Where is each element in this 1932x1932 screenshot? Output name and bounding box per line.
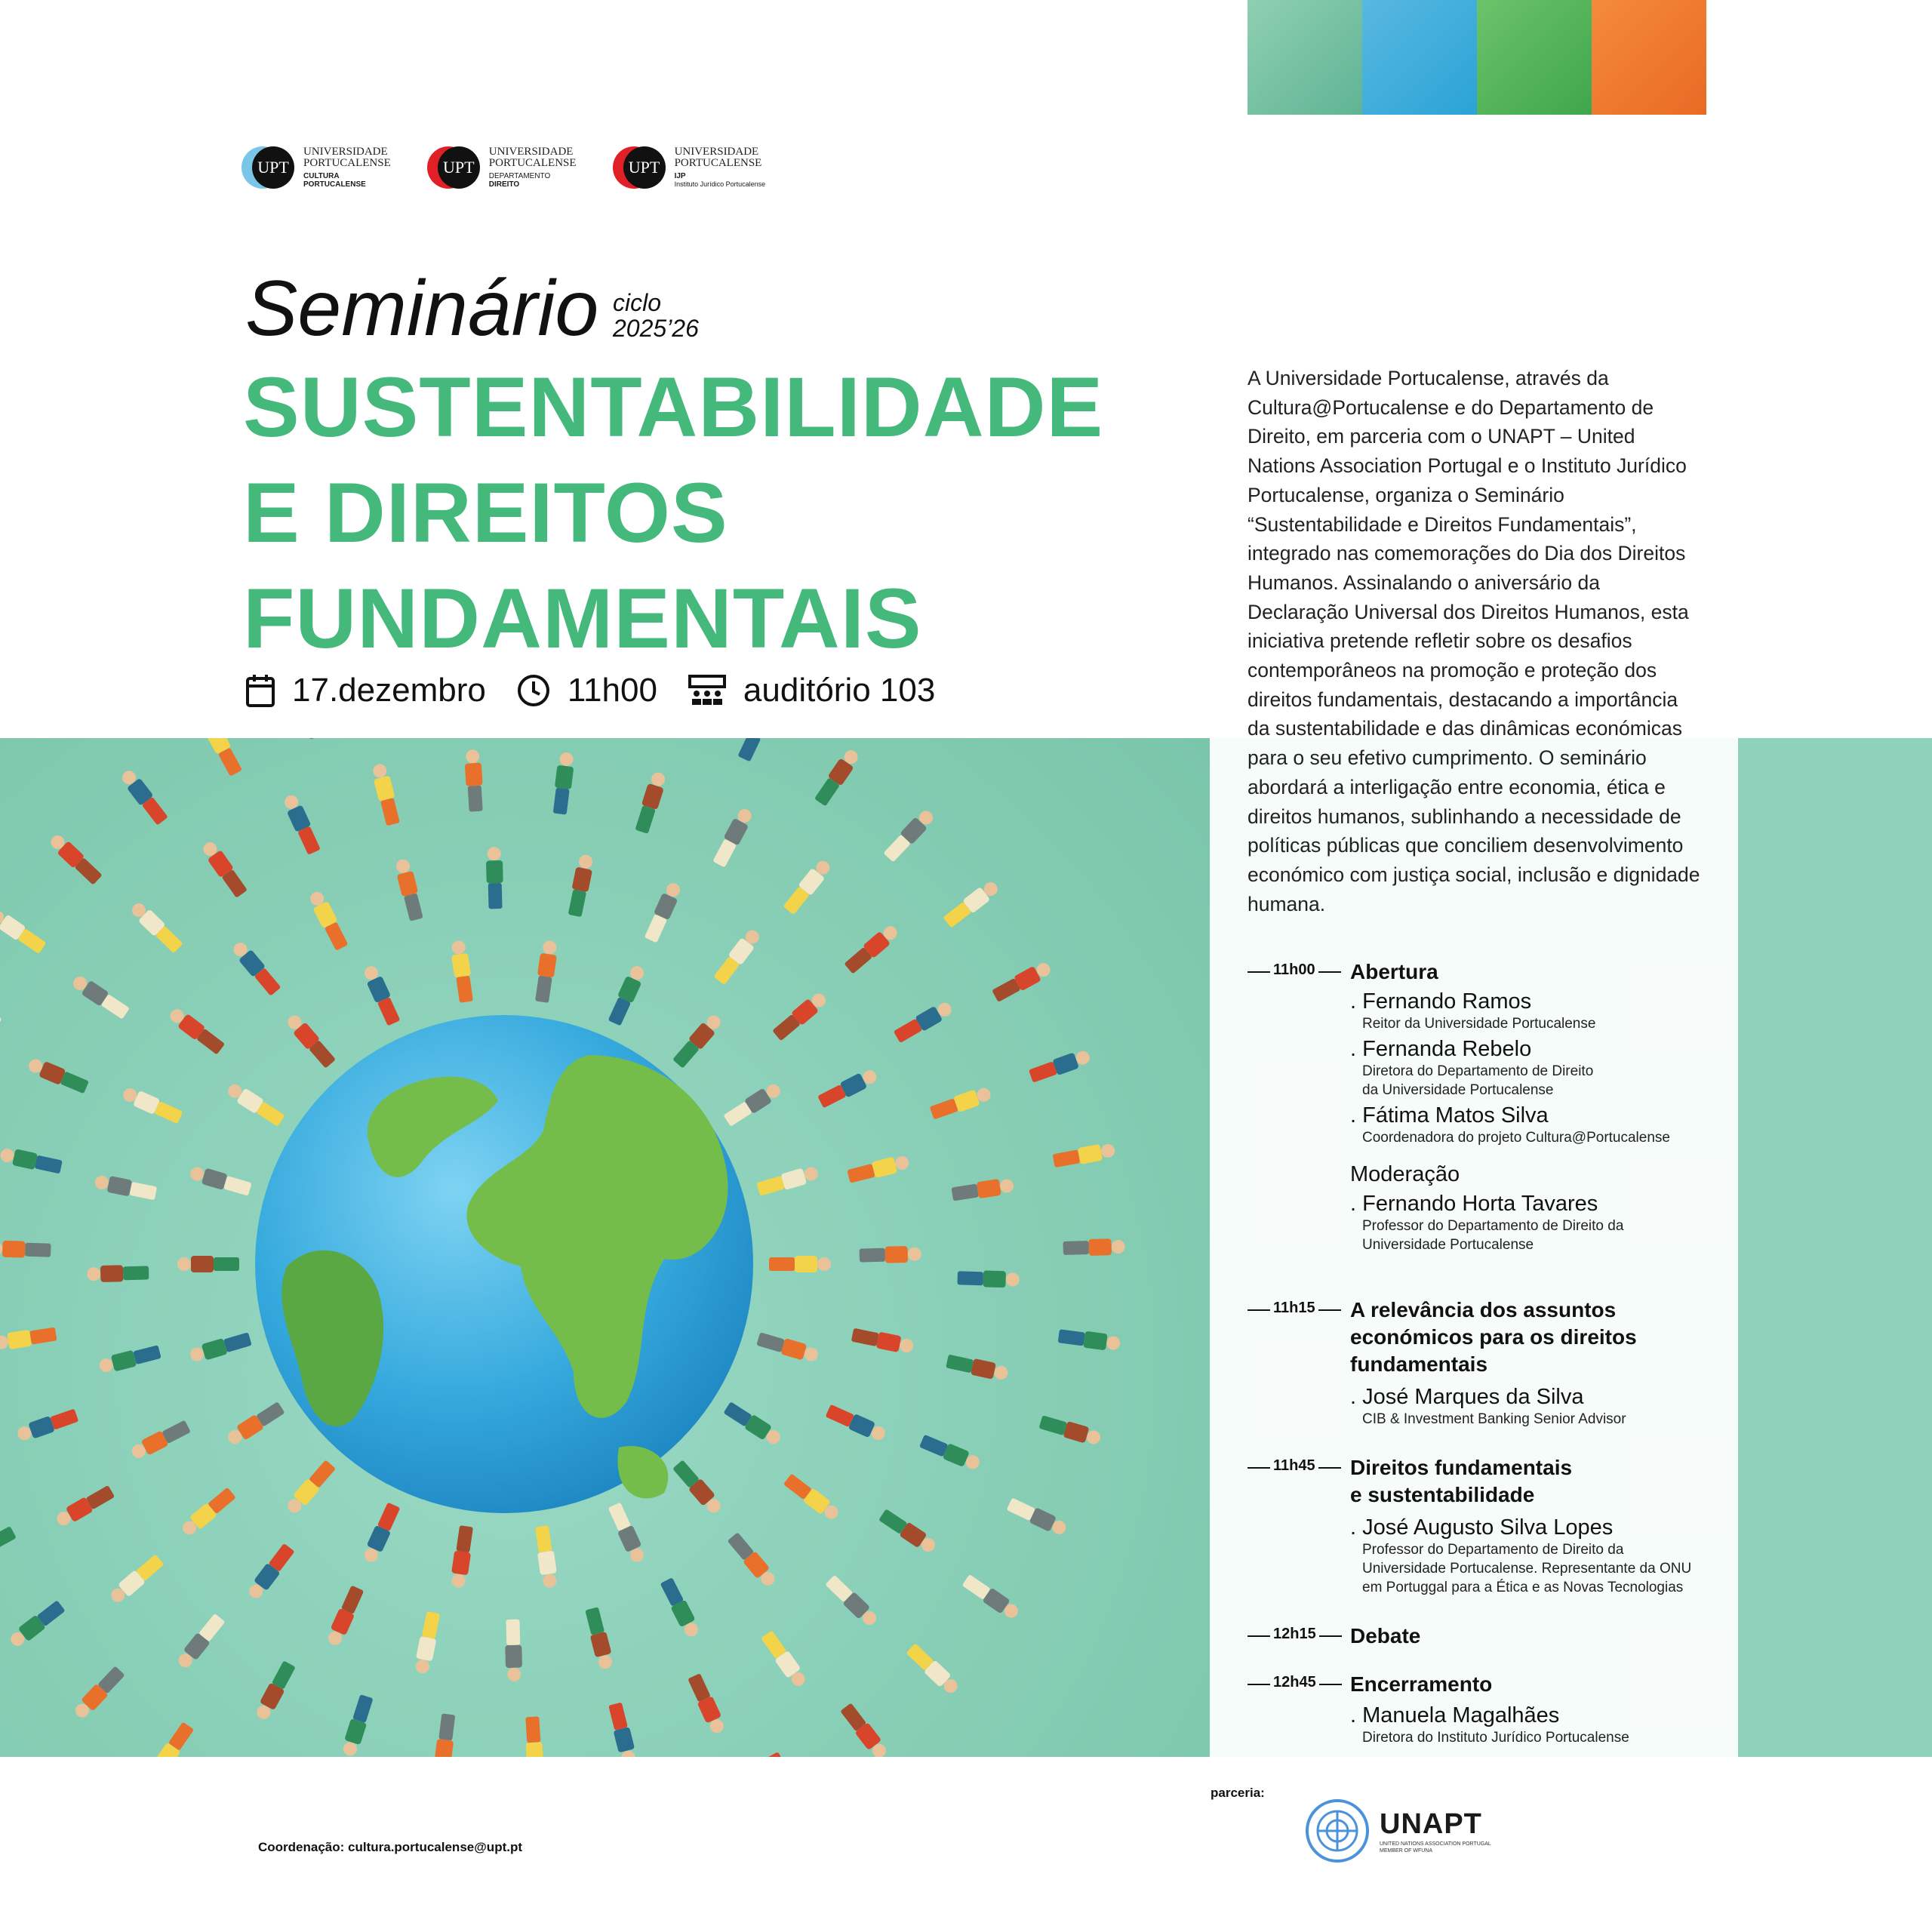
figurine bbox=[449, 1525, 474, 1589]
figurine bbox=[534, 940, 558, 1003]
figurine bbox=[771, 989, 829, 1042]
figurine bbox=[607, 1502, 648, 1565]
figurine bbox=[284, 1012, 337, 1069]
event-kicker: Seminário bbox=[245, 265, 599, 352]
logo-row bbox=[242, 145, 765, 190]
strip-tile-orange bbox=[1592, 0, 1706, 115]
speaker-name: . Fernando Horta Tavares bbox=[1350, 1192, 1598, 1216]
speaker-name: . Fátima Matos Silva bbox=[1350, 1103, 1549, 1128]
figurine bbox=[177, 1256, 239, 1272]
upt-logo-icon: UPT bbox=[242, 145, 296, 190]
figurine bbox=[167, 1005, 226, 1056]
speaker-role: Professor do Departamento de Direito da bbox=[1362, 1542, 1624, 1558]
figurine bbox=[47, 832, 103, 886]
strip-tile-green bbox=[1477, 0, 1592, 115]
figurine bbox=[1038, 1414, 1103, 1447]
speaker-role: Professor do Departamento de Direito da bbox=[1362, 1218, 1624, 1234]
figurine bbox=[851, 1327, 915, 1355]
figurine bbox=[961, 1573, 1021, 1621]
figurine bbox=[1028, 1048, 1092, 1084]
strip-tile-mint bbox=[1247, 0, 1362, 115]
speaker-role: em Portuggal para a Ética e as Novas Tecnologias bbox=[1362, 1580, 1684, 1595]
strip-tile-blue bbox=[1362, 0, 1477, 115]
figurine bbox=[722, 1081, 783, 1128]
logo-line2: PORTUCALENSE bbox=[488, 157, 577, 169]
figurine bbox=[281, 792, 321, 856]
scales-logo-icon: UPT bbox=[613, 145, 667, 190]
figurine bbox=[813, 747, 861, 808]
figurine bbox=[946, 1353, 1010, 1383]
figurine bbox=[712, 927, 763, 986]
logo-line2: PORTUCALENSE bbox=[674, 157, 762, 169]
event-time: 11h00 bbox=[567, 672, 657, 709]
title-line: E DIREITOS bbox=[243, 466, 728, 560]
auditorium-icon bbox=[688, 674, 727, 707]
slot-time: 11h45 bbox=[1247, 1457, 1341, 1475]
figurine bbox=[0, 906, 48, 955]
figurine bbox=[15, 1407, 79, 1444]
figurine bbox=[860, 1246, 922, 1264]
figurine bbox=[464, 749, 485, 812]
figurine bbox=[54, 1484, 115, 1529]
speaker-name: . Fernanda Rebelo bbox=[1350, 1037, 1532, 1061]
programme-slot bbox=[1247, 1297, 1730, 1429]
figurine bbox=[225, 1400, 286, 1447]
figurine bbox=[72, 1665, 126, 1721]
speaker-role: Diretora do Instituto Jurídico Portucalense bbox=[1362, 1730, 1629, 1746]
slot-title: A relevância dos assuntos bbox=[1350, 1298, 1617, 1321]
figurine bbox=[991, 959, 1054, 1004]
slot-time: 12h45 bbox=[1247, 1674, 1342, 1691]
figurine bbox=[129, 1419, 192, 1462]
logo-line1: UNIVERSIDADE bbox=[488, 146, 574, 158]
figurine bbox=[0, 1326, 57, 1352]
logo-cultura bbox=[242, 145, 391, 190]
figurine bbox=[847, 1153, 911, 1185]
figurine bbox=[905, 1642, 961, 1697]
speaker-role: Reitor da Universidade Portucalense bbox=[1362, 1016, 1596, 1032]
figurine bbox=[325, 1585, 365, 1648]
figurine bbox=[199, 838, 248, 899]
description: A Universidade Portucalense, através da Cultura@Portucalense e do Departamento de Direito, em parceria com o UNAPT – United Nations Association Portugal e o Instituto Jurídico Portucalense, organiza o Seminário “Sustentabilidade e Direitos Fundamentais”, integrado nas comemorações do Dia dos Direitos Humanos. Assinalando o aniversário da Declaração Universal dos Direitos Humanos, esta iniciativa pretende refletir sobre os desafios contemporâneos na promoção e proteção dos direitos fundamentais, destacando a importância da sustentabilidade e das dinâmicas económicas para o seu efetivo cumprimento. O seminário abordará a interligação entre economia, ética e direitos humanos, sublinhando a necessidade de políticas públicas que conciliem desenvolvimento económico com justiça social, inclusão e dignidade humana. bbox=[1247, 367, 1700, 915]
logo-sub2: PORTUCALENSE bbox=[303, 180, 366, 189]
figurine bbox=[843, 922, 901, 975]
event-info-row bbox=[245, 672, 935, 709]
figurine bbox=[449, 940, 474, 1003]
top-color-strip bbox=[1247, 0, 1706, 115]
title-line: FUNDAMENTAIS bbox=[243, 571, 922, 666]
figurine bbox=[607, 1702, 638, 1757]
slot-title: e sustentabilidade bbox=[1350, 1483, 1535, 1506]
slot-time: 11h00 bbox=[1247, 961, 1341, 979]
globe-with-figures-image bbox=[0, 738, 1210, 1757]
logo-line1: UNIVERSIDADE bbox=[674, 146, 759, 158]
figurine bbox=[120, 1084, 183, 1125]
figurine bbox=[726, 1531, 779, 1589]
slot-title: económicos para os direitos bbox=[1350, 1325, 1637, 1349]
partner-sub: UNITED NATIONS ASSOCIATION PORTUGAL bbox=[1380, 1841, 1491, 1847]
figurine bbox=[1052, 1141, 1116, 1169]
speaker-name: . Fernando Ramos bbox=[1350, 989, 1532, 1014]
logo-ijp bbox=[613, 145, 766, 190]
figurine bbox=[179, 1486, 237, 1539]
clock-icon bbox=[516, 673, 551, 708]
cycle-line1: ciclo bbox=[613, 289, 662, 316]
slot-title: Debate bbox=[1350, 1624, 1421, 1647]
figurine bbox=[756, 1331, 820, 1364]
globe-illustration bbox=[0, 738, 1210, 1757]
calendar-icon bbox=[245, 672, 275, 709]
slot-time: 11h15 bbox=[1247, 1300, 1341, 1317]
figurine bbox=[504, 1620, 522, 1682]
figurine bbox=[524, 1716, 544, 1757]
figurine bbox=[769, 1256, 831, 1272]
figurine bbox=[957, 1269, 1020, 1287]
figurine bbox=[188, 1331, 252, 1364]
figurine bbox=[782, 857, 834, 916]
figurine bbox=[0, 990, 2, 1032]
speaker-role: Universidade Portucalense bbox=[1362, 1237, 1534, 1253]
figurine bbox=[659, 1577, 702, 1639]
figurine bbox=[361, 1502, 401, 1565]
figurine bbox=[893, 999, 955, 1044]
upt-logo-icon: UPT bbox=[427, 145, 481, 190]
partner-sub: MEMBER OF WFUNA bbox=[1380, 1847, 1432, 1854]
logo-sub1: IJP bbox=[674, 172, 686, 180]
figurine bbox=[0, 1146, 63, 1175]
figurine bbox=[94, 1173, 158, 1201]
figurine bbox=[26, 1056, 90, 1095]
event-cycle bbox=[613, 290, 699, 341]
figurine bbox=[118, 767, 169, 826]
figurine bbox=[634, 771, 669, 835]
figurine bbox=[942, 878, 1001, 929]
figurine bbox=[918, 1433, 982, 1472]
figurine bbox=[824, 1574, 880, 1629]
figurine bbox=[229, 939, 282, 997]
figurine bbox=[672, 1459, 724, 1516]
speaker-role: da Universidade Portucalense bbox=[1362, 1082, 1554, 1098]
figurine bbox=[1006, 1497, 1069, 1538]
figurine bbox=[764, 1751, 809, 1757]
speaker-name: . José Marques da Silva bbox=[1350, 1385, 1584, 1409]
figurine bbox=[146, 1721, 195, 1757]
slot-title: Direitos fundamentais bbox=[1350, 1456, 1573, 1479]
figurine bbox=[711, 806, 755, 869]
figurine bbox=[759, 1629, 808, 1690]
slot-title: fundamentais bbox=[1350, 1352, 1488, 1376]
title-line: SUSTENTABILIDADE bbox=[243, 360, 1104, 454]
figurine bbox=[413, 1611, 441, 1675]
figurine bbox=[174, 1613, 226, 1672]
figurine bbox=[1057, 1327, 1121, 1352]
figurine bbox=[361, 964, 401, 1027]
event-date: 17.dezembro bbox=[292, 672, 486, 709]
coordination-contact: Coordenação: cultura.portucalense@upt.pt bbox=[258, 1840, 523, 1854]
speaker-role: Universidade Portucalense. Representante da ONU bbox=[1362, 1561, 1692, 1577]
figurine bbox=[607, 964, 648, 1027]
figurine bbox=[929, 1084, 993, 1121]
figurine bbox=[393, 857, 425, 921]
programme bbox=[1247, 958, 1730, 1747]
figurine bbox=[878, 1508, 939, 1556]
figurine bbox=[225, 1081, 286, 1128]
figurine bbox=[69, 973, 131, 1021]
figurine bbox=[686, 1672, 727, 1736]
logo-sub1: DEPARTAMENTO bbox=[488, 172, 551, 180]
event-title bbox=[243, 355, 1103, 672]
figurine bbox=[188, 1164, 252, 1197]
figurine bbox=[951, 1177, 1014, 1202]
speaker-name: . Manuela Magalhães bbox=[1350, 1703, 1560, 1727]
figurine bbox=[737, 738, 778, 762]
logo-sub1: CULTURA bbox=[303, 172, 340, 180]
unapt-logo bbox=[1304, 1798, 1491, 1864]
figurine bbox=[199, 738, 244, 777]
figurine bbox=[7, 1599, 66, 1650]
slot-title: Encerramento bbox=[1350, 1672, 1493, 1696]
figurine bbox=[253, 1660, 297, 1722]
figurine bbox=[486, 847, 504, 909]
un-emblem-icon bbox=[1304, 1798, 1371, 1864]
speaker-role: CIB & Investment Banking Senior Advisor bbox=[1362, 1411, 1626, 1427]
figurine bbox=[97, 1343, 162, 1375]
figurine bbox=[1063, 1238, 1125, 1257]
figurine bbox=[245, 1543, 296, 1602]
figurine bbox=[288, 738, 324, 740]
cycle-line2: 2025’26 bbox=[613, 315, 699, 342]
event-venue: auditório 103 bbox=[743, 672, 936, 709]
figurine bbox=[643, 880, 684, 943]
moderation-label: Moderação bbox=[1350, 1162, 1460, 1186]
logo-sub2: Instituto Jurídico Portucalense bbox=[674, 180, 766, 188]
programme-slot bbox=[1247, 1623, 1730, 1650]
figurine bbox=[107, 1553, 165, 1606]
figurine bbox=[87, 1264, 149, 1282]
slot-time: 12h15 bbox=[1247, 1626, 1342, 1643]
figurine bbox=[583, 1607, 615, 1671]
speaker-role: Coordenadora do projeto Cultura@Portucalense bbox=[1362, 1130, 1670, 1146]
figurine bbox=[567, 854, 595, 918]
logo-line2: PORTUCALENSE bbox=[303, 157, 391, 169]
figurine bbox=[0, 1524, 17, 1569]
programme-slot bbox=[1247, 958, 1730, 1254]
figurine bbox=[756, 1164, 820, 1197]
programme-slot bbox=[1247, 1454, 1730, 1597]
partner-label: parceria: bbox=[1211, 1786, 1265, 1800]
figurine bbox=[839, 1702, 890, 1757]
figurine bbox=[825, 1403, 888, 1444]
figurine bbox=[817, 1066, 879, 1109]
figurine bbox=[882, 807, 937, 863]
figurine bbox=[672, 1012, 724, 1069]
slot-title: Abertura bbox=[1350, 960, 1438, 983]
figurine bbox=[552, 752, 576, 815]
figurine bbox=[340, 1694, 375, 1757]
figurine bbox=[534, 1525, 558, 1589]
figurine bbox=[783, 1472, 842, 1523]
speaker-name: . José Augusto Silva Lopes bbox=[1350, 1515, 1614, 1540]
figurine bbox=[370, 762, 401, 826]
speaker-role: Diretora do Departamento de Direito bbox=[1362, 1063, 1594, 1079]
logo-line1: UNIVERSIDADE bbox=[303, 146, 388, 158]
programme-slot bbox=[1247, 1671, 1730, 1747]
partner-name: UNAPT bbox=[1380, 1807, 1482, 1840]
logo-direito bbox=[427, 145, 577, 190]
figurine bbox=[306, 889, 349, 952]
figurine bbox=[432, 1713, 457, 1757]
figurine bbox=[128, 900, 184, 955]
figurine bbox=[0, 1240, 51, 1258]
logo-sub2: DIREITO bbox=[488, 180, 520, 189]
figurine bbox=[284, 1459, 337, 1516]
figurine bbox=[722, 1400, 783, 1447]
